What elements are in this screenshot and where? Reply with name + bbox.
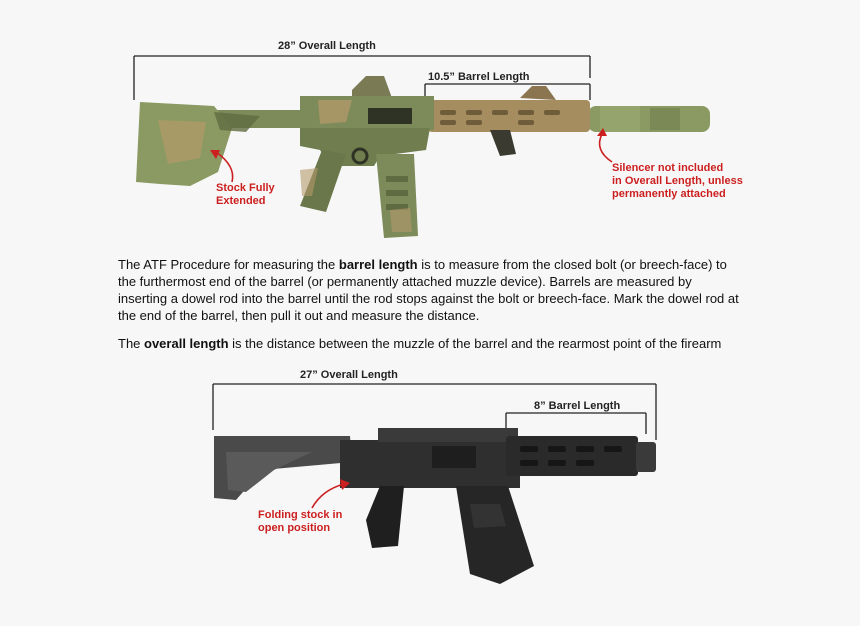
silencer-note-line-1: Silencer not included [612, 162, 724, 174]
top-barrel-length-label: 10.5” Barrel Length [428, 71, 530, 83]
barrel-length-term: barrel length [338, 257, 418, 272]
top-overall-length-label: 28” Overall Length [278, 40, 376, 52]
stock-note-line-2: Extended [216, 195, 266, 207]
bottom-barrel-length-label: 8” Barrel Length [534, 400, 621, 412]
overall-length-term: overall length [144, 336, 229, 351]
silencer-note-line-2: in Overall Length, unless [612, 175, 743, 187]
bottom-overall-length-label: 27” Overall Length [300, 369, 398, 381]
black-rifle [214, 428, 656, 584]
stock-note-line-1: Stock Fully [216, 182, 275, 194]
bottom-barrel-length-bracket [506, 413, 646, 440]
folding-stock-note-arrow [312, 484, 344, 508]
barrel-length-paragraph: The ATF Procedure for measuring the barrel length is to measure from the closed bolt (or breech-face) to the furthermost end of the barrel (or permanently attached muzzle device). Barrels are measured by inserting a dowel rod into the barrel until the rod stops against the bolt or breech-face. Mark the dowel rod at the end of the barrel, then pull it out and measure the distance. [118, 257, 739, 323]
folding-stock-note [258, 509, 342, 535]
folding-stock-note-line-2: open position [258, 522, 331, 534]
silencer-note-line-3: permanently attached [612, 188, 726, 200]
overall-length-paragraph: The overall length is the distance between the muzzle of the barrel and the rearmost point of the firearm [118, 336, 722, 351]
folding-stock-note-line-1: Folding stock in [258, 509, 343, 521]
